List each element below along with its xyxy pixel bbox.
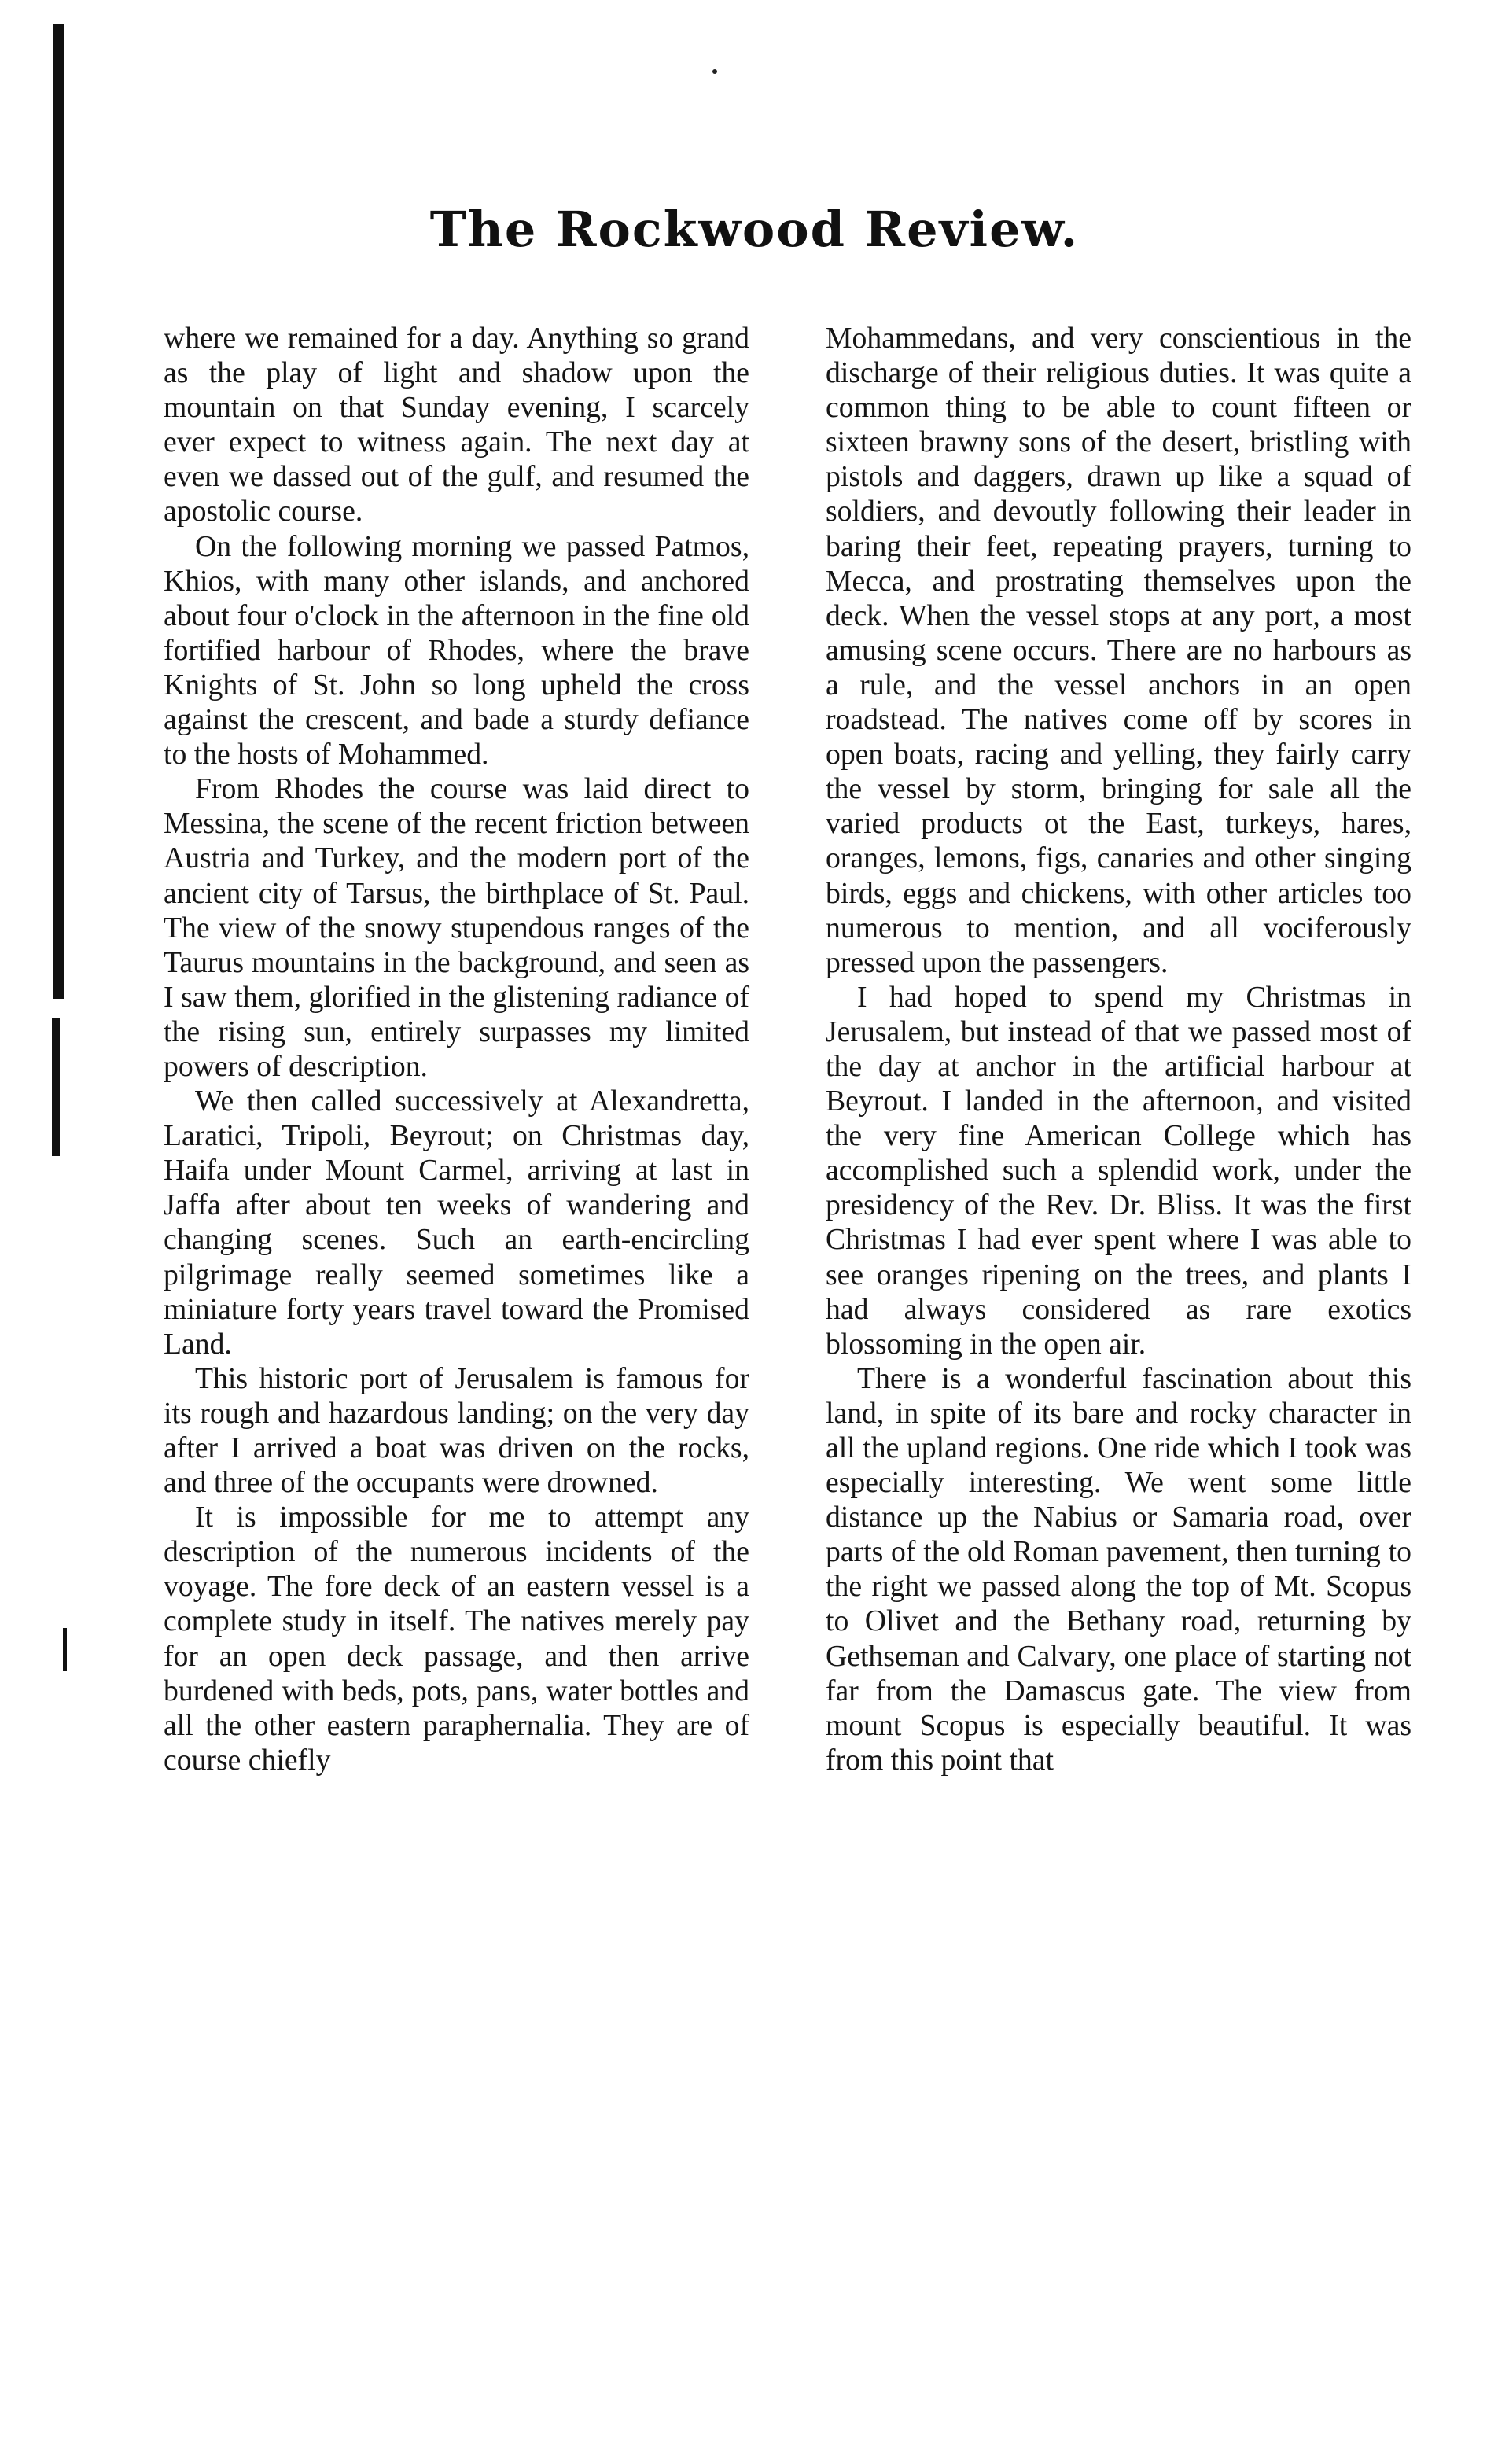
paragraph: I had hoped to spend my Christmas in Jerusalem, but instead of that we passed most of the day at anchor in the artificial harbour at Beyrout. I landed in the afternoon, and visited the very fine American College which has accomplished such a splendid work, under the presidency of the Rev. Dr. Bliss. It was the first Christmas I had ever spent where I was able to see oranges ripening on the trees, and plants I had always considered as rare exotics blossoming in the open air. <box>826 980 1411 1361</box>
paragraph: Mohammedans, and very conscientious in the discharge of their religious duties. It was quite a common thing to be able to count fifteen or sixteen brawny sons of the desert, bristling with pistols and daggers, drawn up like a squad of soldiers, and devoutly following their leader in baring their feet, repeating prayers, turning to Mecca, and prostrating themselves upon the deck. When the vessel stops at any port, a most amusing scene occurs. There are no harbours as a rule, and the vessel anchors in an open roadstead. The natives come off by scores in open boats, racing and yelling, they fairly carry the vessel by storm, bringing for sale all the varied products ot the East, turkeys, hares, oranges, lemons, figs, canaries and other singing birds, eggs and chickens, with other articles too numerous to mention, and all vociferously pressed upon the passengers. <box>826 322 1411 979</box>
text-column-right <box>826 321 1411 1777</box>
paragraph: This historic port of Jerusalem is famous for its rough and hazardous landing; on the very day after I arrived a boat was driven on the rocks, and three of the occupants were drowned. <box>164 1361 749 1500</box>
ink-speck <box>712 69 717 74</box>
binding-edge-mark <box>53 24 64 999</box>
paragraph: From Rhodes the course was laid direct to Messina, the scene of the recent friction between Austria and Turkey, and the modern port of the ancient city of Tarsus, the birthplace of St. Paul. The view of the snowy stupendous ranges of the Taurus mountains in the background, and seen as I saw them, glorified in the glistening radiance of the rising sun, entirely surpasses my limited powers of description. <box>164 772 749 1083</box>
paragraph: There is a wonderful fascination about this land, in spite of its bare and rocky character in all the upland regions. One ride which I took was especially interesting. We went some little distance up the Nabius or Samaria road, over parts of the old Roman pavement, then turning to the right we passed along the top of Mt. Scopus to Olivet and the Bethany road, returning by Gethseman and Calvary, one place of starting not far from the Damascus gate. The view from mount Scopus is especially beautiful. It was from this point that <box>826 1361 1411 1777</box>
binding-edge-mark <box>52 1018 60 1156</box>
paragraph: We then called successively at Alexandretta, Laratici, Tripoli, Beyrout; on Christmas day, Haifa under Mount Carmel, arriving at last in Jaffa after about ten weeks of wandering and changing scenes. Such an earth-encircling pilgrimage really seemed sometimes like a miniature forty years travel toward the Promised Land. <box>164 1085 749 1361</box>
paragraph: It is impossible for me to attempt any description of the numerous incidents of the voyage. The fore deck of an eastern vessel is a complete study in itself. The natives merely pay for an open deck passage, and then arrive burdened with beds, pots, pans, water bottles and all the other eastern paraphernalia. They are of course chiefly <box>164 1501 749 1777</box>
paragraph: On the following morning we passed Patmos, Khios, with many other islands, and anchored about four o'clock in the afternoon in the fine old fortified harbour of Rhodes, where the brave Knights of St. John so long upheld the cross against the crescent, and bade a sturdy defiance to the hosts of Mohammed. <box>164 529 749 772</box>
binding-edge-mark <box>63 1628 67 1671</box>
page-title: The Rockwood Review. <box>429 201 1080 258</box>
paragraph: where we remained for a day. Anything so grand as the play of light and shadow upon the mountain on that Sunday evening, I scarcely ever expect to witness again. The next day at even we dassed out of the gulf, and resumed the apostolic course. <box>164 322 749 529</box>
text-column-left <box>164 321 749 1777</box>
